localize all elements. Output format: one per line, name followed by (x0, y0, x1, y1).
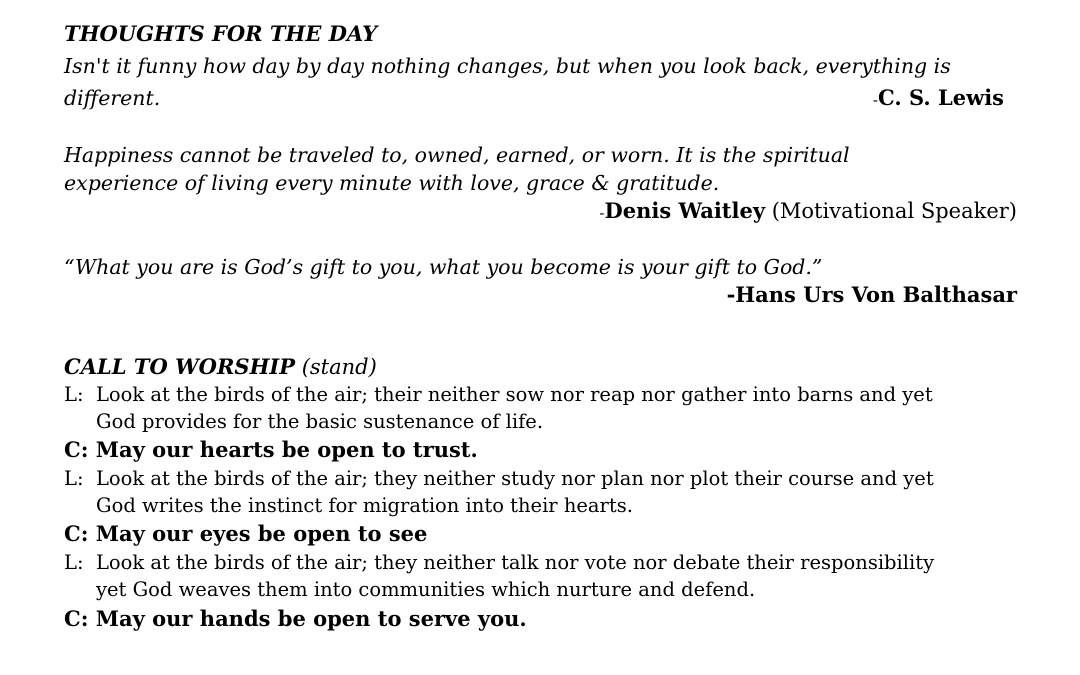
leader-2-line-1 (64, 467, 934, 490)
leader-2-line-2: God writes the instinct for migration into their hearts. (96, 494, 633, 517)
leader-1-line-1 (64, 383, 933, 406)
quote-1-line-2: different. (64, 86, 161, 110)
congregation-3-text: May our hands be open to serve you. (95, 606, 527, 631)
congregation-1 (64, 437, 478, 462)
worship-heading (64, 354, 377, 379)
quote-2-line-1: Happiness cannot be traveled to, owned, earned, or worn. It is the spiritual (64, 143, 850, 167)
quote-2-author-note: (Motivational Speaker) (765, 199, 1017, 223)
quote-2-line-2: experience of living every minute with love, grace & gratitude. (64, 171, 720, 195)
quote-3-author: -Hans Urs Von Balthasar (726, 282, 1017, 307)
congregation-2 (64, 521, 427, 546)
congregation-2-role: C: (64, 521, 89, 546)
leader-1-line-2: God provides for the basic sustenance of life. (96, 410, 544, 433)
congregation-1-role: C: (64, 437, 89, 462)
leader-2-text: Look at the birds of the air; they neither study nor plan nor plot their course and yet (95, 467, 934, 490)
leader-3-role: L: (64, 551, 84, 574)
congregation-2-text: May our eyes be open to see (95, 521, 428, 546)
leader-3-line-1 (64, 551, 934, 574)
leader-1-text: Look at the birds of the air; their neither sow nor reap nor gather into barns and yet (95, 383, 933, 406)
congregation-1-text: May our hearts be open to trust. (95, 437, 478, 462)
leader-3-text: Look at the birds of the air; they neither talk nor vote nor debate their responsibility (95, 551, 935, 574)
quote-2-attribution (599, 198, 1017, 223)
quote-1-attribution (873, 85, 1004, 110)
attribution-dash: - (872, 91, 878, 109)
congregation-3-role: C: (64, 606, 89, 631)
quote-1-line-1: Isn't it funny how day by day nothing changes, but when you look back, everything is (64, 54, 951, 78)
quote-3-attribution (727, 282, 1017, 307)
congregation-3 (64, 606, 527, 631)
leader-1-role: L: (64, 383, 84, 406)
leader-3-line-2: yet God weaves them into communities which nurture and defend. (96, 578, 756, 601)
attribution-dash: - (599, 204, 605, 222)
quote-2-author: Denis Waitley (604, 198, 766, 223)
quote-1-author: C. S. Lewis (877, 85, 1004, 110)
leader-2-role: L: (64, 467, 84, 490)
worship-heading-note: (stand) (295, 355, 377, 379)
quote-3-line-1: “What you are is God’s gift to you, what you become is your gift to God.” (64, 255, 823, 279)
worship-heading-title: CALL TO WORSHIP (64, 354, 296, 379)
thoughts-heading: THOUGHTS FOR THE DAY (64, 21, 378, 46)
